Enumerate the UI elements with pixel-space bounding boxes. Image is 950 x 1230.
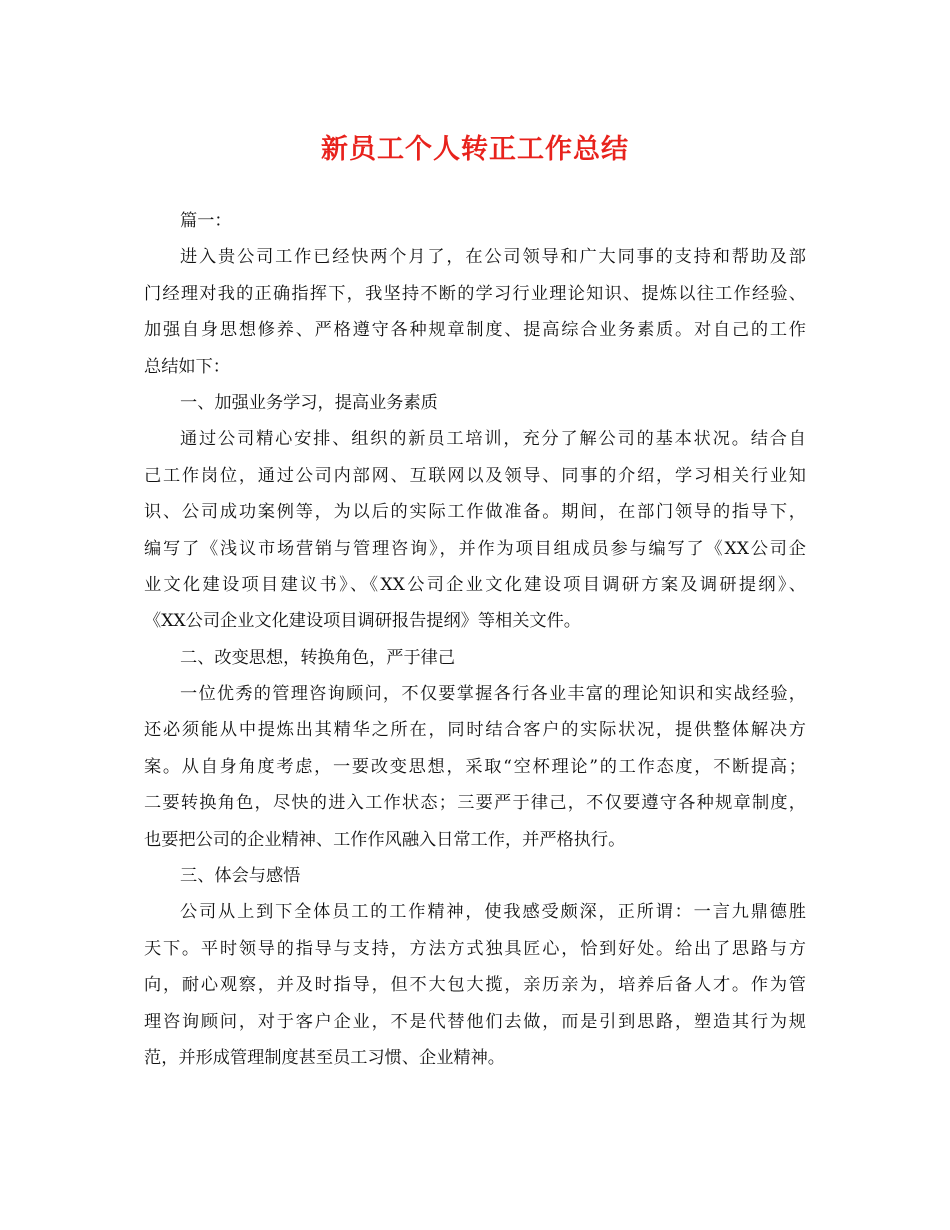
paragraph-line: 天下。平时领导的指导与支持，方法方式独具匠心，恰到好处。给出了思路与方 — [144, 938, 806, 959]
paragraph-line: 还必须能从中提炼出其精华之所在，同时结合客户的实际状况，提供整体解决方 — [144, 720, 806, 741]
paragraph-line: 门经理对我的正确指挥下，我坚持不断的学习行业理论知识、提炼以往工作经验、 — [144, 283, 806, 304]
paragraph-line: 二要转换角色，尽快的进入工作状态；三要严于律己，不仅要遵守各种规章制度， — [144, 793, 806, 814]
section-heading-part-one: 篇一： — [180, 211, 232, 231]
document-body — [144, 203, 806, 1076]
paragraph-line: 通过公司精心安排、组织的新员工培训，充分了解公司的基本状况。结合自 — [180, 429, 806, 450]
paragraph-line: 范，并形成管理制度甚至员工习惯、企业精神。 — [144, 1047, 505, 1068]
section-heading-1: 一、加强业务学习，提高业务素质 — [180, 392, 438, 413]
paragraph-line: 识、公司成功案例等，为以后的实际工作做准备。期间，在部门领导的指导下， — [144, 502, 806, 523]
paragraph-line: 《XX公司企业文化建设项目调研报告提纲》等相关文件。 — [144, 611, 581, 632]
paragraph-line: 总结如下： — [144, 356, 230, 377]
paragraph-line: 向，耐心观察，并及时指导，但不大包大揽，亲历亲为，培养后备人才。作为管 — [144, 975, 806, 996]
document-title: 新员工个人转正工作总结 — [321, 134, 629, 165]
paragraph-line: 加强自身思想修养、严格遵守各种规章制度、提高综合业务素质。对自己的工作 — [144, 320, 806, 341]
paragraph-line: 一位优秀的管理咨询顾问，不仅要掌握各行各业丰富的理论知识和实战经验， — [180, 684, 806, 705]
paragraph-line: 进入贵公司工作已经快两个月了，在公司领导和广大同事的支持和帮助及部 — [180, 247, 806, 268]
paragraph-line: 公司从上到下全体员工的工作精神，使我感受颇深，正所谓：一言九鼎德胜 — [180, 902, 806, 923]
paragraph-line: 编写了《浅议市场营销与管理咨询》，并作为项目组成员参与编写了《XX公司企 — [144, 538, 806, 559]
section-heading-2: 二、改变思想，转换角色，严于律己 — [180, 647, 456, 668]
paragraph-line: 案。从自身角度考虑，一要改变思想，采取“空杯理论”的工作态度，不断提高； — [144, 756, 806, 777]
paragraph-line: 己工作岗位，通过公司内部网、互联网以及领导、同事的介绍，学习相关行业知 — [144, 465, 806, 486]
paragraph-line: 理咨询顾问，对于客户企业，不是代替他们去做，而是引到思路，塑造其行为规 — [144, 1011, 806, 1032]
section-heading-3: 三、体会与感悟 — [180, 866, 301, 887]
paragraph-line: 也要把公司的企业精神、工作作风融入日常工作，并严格执行。 — [144, 829, 626, 850]
paragraph-line: 业文化建设项目建议书》、《XX公司企业文化建设项目调研方案及调研提纲》、 — [144, 574, 806, 595]
